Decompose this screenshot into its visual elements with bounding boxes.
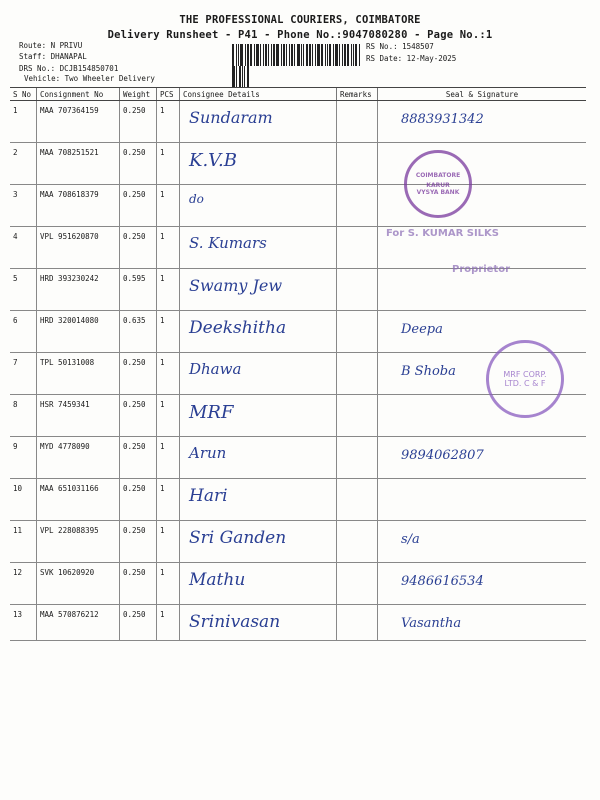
company-title: THE PROFESSIONAL COURIERS, COIMBATORE — [179, 14, 421, 26]
cell-consignment: VPL 228088395 — [37, 521, 120, 563]
cell-signature — [378, 521, 587, 563]
cell-consignment: VPL 951620870 — [37, 227, 120, 269]
cell-remarks — [337, 521, 378, 563]
cell-remarks — [337, 185, 378, 227]
cell-sno: 8 — [10, 395, 37, 437]
cell-consignee — [180, 479, 337, 521]
cell-consignment: MAA 708618379 — [37, 185, 120, 227]
cell-consignment: SVK 10620920 — [37, 563, 120, 605]
bank-seal-branch: COIMBATORE — [415, 172, 461, 179]
cell-sno: 1 — [10, 101, 37, 143]
cell-signature-text: 8883931342 — [401, 112, 484, 127]
cell-consignee — [180, 605, 337, 641]
cell-signature-text: Vasantha — [401, 616, 462, 631]
cell-signature — [378, 479, 587, 521]
cell-signature — [378, 311, 587, 353]
cell-pcs: 1 — [157, 185, 180, 227]
mrf-seal-stamp — [486, 340, 564, 418]
cell-pcs: 1 — [157, 269, 180, 311]
cell-pcs: 1 — [157, 101, 180, 143]
cell-consignment: MAA 708251521 — [37, 143, 120, 185]
cell-sno: 11 — [10, 521, 37, 563]
cell-remarks — [337, 269, 378, 311]
vehicle-label: Vehicle: Two Wheeler Delivery — [24, 74, 155, 83]
cell-consignee — [180, 101, 337, 143]
col-remarks: Remarks — [337, 88, 378, 101]
cell-consignee — [180, 437, 337, 479]
rs-date: RS Date: 12-May-2025 — [366, 54, 457, 63]
cell-signature — [378, 437, 587, 479]
cell-consignee-text: Mathu — [189, 570, 246, 590]
table-row — [10, 143, 586, 185]
cell-consignee-text: Arun — [189, 444, 227, 462]
cell-consignee-text: Hari — [189, 486, 228, 506]
cell-signature-text: s/a — [401, 532, 420, 547]
cell-weight: 0.250 — [120, 185, 157, 227]
cell-weight: 0.250 — [120, 395, 157, 437]
col-consignment: Consignment No — [37, 88, 120, 101]
cell-consignment: MAA 651031166 — [37, 479, 120, 521]
cell-consignee — [180, 311, 337, 353]
cell-pcs: 1 — [157, 395, 180, 437]
cell-remarks — [337, 227, 378, 269]
col-signature: Seal & Signature — [378, 88, 587, 101]
silks-stamp: For S. KUMAR SILKS — [386, 228, 500, 239]
cell-weight: 0.250 — [120, 521, 157, 563]
cell-consignment: TPL 50131008 — [37, 353, 120, 395]
cell-pcs: 1 — [157, 143, 180, 185]
cell-remarks — [337, 395, 378, 437]
drs-number: DRS No.: DCJB154850701 — [19, 64, 119, 73]
cell-consignee — [180, 521, 337, 563]
table-row — [10, 437, 586, 479]
cell-weight: 0.635 — [120, 311, 157, 353]
cell-pcs: 1 — [157, 227, 180, 269]
cell-signature — [378, 101, 587, 143]
cell-weight: 0.250 — [120, 605, 157, 641]
route-label: Route: N PRIVU — [19, 41, 83, 50]
cell-pcs: 1 — [157, 605, 180, 641]
cell-weight: 0.250 — [120, 227, 157, 269]
cell-weight: 0.250 — [120, 563, 157, 605]
cell-weight: 0.250 — [120, 479, 157, 521]
barcode — [232, 44, 362, 66]
cell-consignee-text: Srinivasan — [189, 612, 281, 632]
table-header-row — [10, 88, 586, 101]
cell-weight: 0.250 — [120, 437, 157, 479]
proprietor-stamp: Proprietor — [452, 264, 511, 275]
cell-consignee-text: Sri Ganden — [189, 528, 287, 548]
cell-weight: 0.250 — [120, 143, 157, 185]
cell-sno: 9 — [10, 437, 37, 479]
table-row — [10, 227, 586, 269]
cell-remarks — [337, 101, 378, 143]
cell-remarks — [337, 437, 378, 479]
cell-sno: 5 — [10, 269, 37, 311]
cell-consignee — [180, 143, 337, 185]
cell-sno: 10 — [10, 479, 37, 521]
cell-signature — [378, 605, 587, 641]
table-row — [10, 311, 586, 353]
cell-weight: 0.250 — [120, 101, 157, 143]
cell-consignee — [180, 185, 337, 227]
col-pcs: PCS — [157, 88, 180, 101]
cell-sno: 12 — [10, 563, 37, 605]
cell-pcs: 1 — [157, 563, 180, 605]
cell-consignment: HSR 7459341 — [37, 395, 120, 437]
cell-consignee — [180, 563, 337, 605]
cell-sno: 4 — [10, 227, 37, 269]
cell-signature-text: 9894062807 — [401, 448, 484, 463]
runsheet-subtitle: Delivery Runsheet - P41 - Phone No.:9047080280 - Page No.:1 — [107, 29, 493, 41]
cell-pcs: 1 — [157, 479, 180, 521]
cell-pcs: 1 — [157, 353, 180, 395]
table-row — [10, 185, 586, 227]
table-row — [10, 521, 586, 563]
cell-signature-text: 9486616534 — [401, 574, 484, 589]
bank-seal-name: KARUR VYSYA BANK — [416, 182, 460, 196]
cell-remarks — [337, 605, 378, 641]
cell-weight: 0.250 — [120, 353, 157, 395]
cell-pcs: 1 — [157, 521, 180, 563]
table-row — [10, 479, 586, 521]
cell-sno: 7 — [10, 353, 37, 395]
cell-pcs: 1 — [157, 311, 180, 353]
table-row — [10, 101, 586, 143]
cell-consignment: HRD 393230242 — [37, 269, 120, 311]
col-sno: S No — [10, 88, 37, 101]
mrf-seal-text: MRF CORP. LTD. C & F — [503, 370, 547, 388]
staff-label: Staff: DHANAPAL — [19, 52, 87, 61]
cell-consignee-text: MRF — [189, 402, 234, 423]
cell-signature-text: Deepa — [401, 322, 443, 337]
cell-consignee-text: Sundaram — [189, 108, 273, 127]
cell-sno: 3 — [10, 185, 37, 227]
cell-remarks — [337, 311, 378, 353]
table-row — [10, 563, 586, 605]
cell-consignee-text: do — [189, 192, 204, 206]
cell-consignee-text: Swamy Jew — [189, 276, 283, 295]
cell-sno: 6 — [10, 311, 37, 353]
cell-consignment: HRD 320014080 — [37, 311, 120, 353]
cell-consignee-text: Deekshitha — [189, 318, 287, 338]
cell-consignment: MAA 707364159 — [37, 101, 120, 143]
cell-pcs: 1 — [157, 437, 180, 479]
cell-remarks — [337, 143, 378, 185]
cell-signature — [378, 563, 587, 605]
col-weight: Weight — [120, 88, 157, 101]
col-consignee: Consignee Details — [180, 88, 337, 101]
cell-remarks — [337, 479, 378, 521]
cell-weight: 0.595 — [120, 269, 157, 311]
cell-consignee — [180, 227, 337, 269]
cell-remarks — [337, 353, 378, 395]
cell-sno: 13 — [10, 605, 37, 641]
cell-signature-text: B Shoba — [401, 364, 456, 379]
cell-consignment: MYD 4778090 — [37, 437, 120, 479]
rs-number: RS No.: 1548507 — [366, 42, 434, 51]
cell-consignee — [180, 395, 337, 437]
cell-consignee-text: K.V.B — [189, 150, 237, 171]
cell-consignee — [180, 269, 337, 311]
cell-remarks — [337, 563, 378, 605]
cell-consignee — [180, 353, 337, 395]
cell-consignee-text: Dhawa — [189, 360, 242, 378]
cell-sno: 2 — [10, 143, 37, 185]
bank-seal-stamp — [404, 150, 472, 218]
table-row — [10, 605, 586, 641]
cell-consignee-text: S. Kumars — [189, 234, 267, 252]
cell-consignment: MAA 570876212 — [37, 605, 120, 641]
